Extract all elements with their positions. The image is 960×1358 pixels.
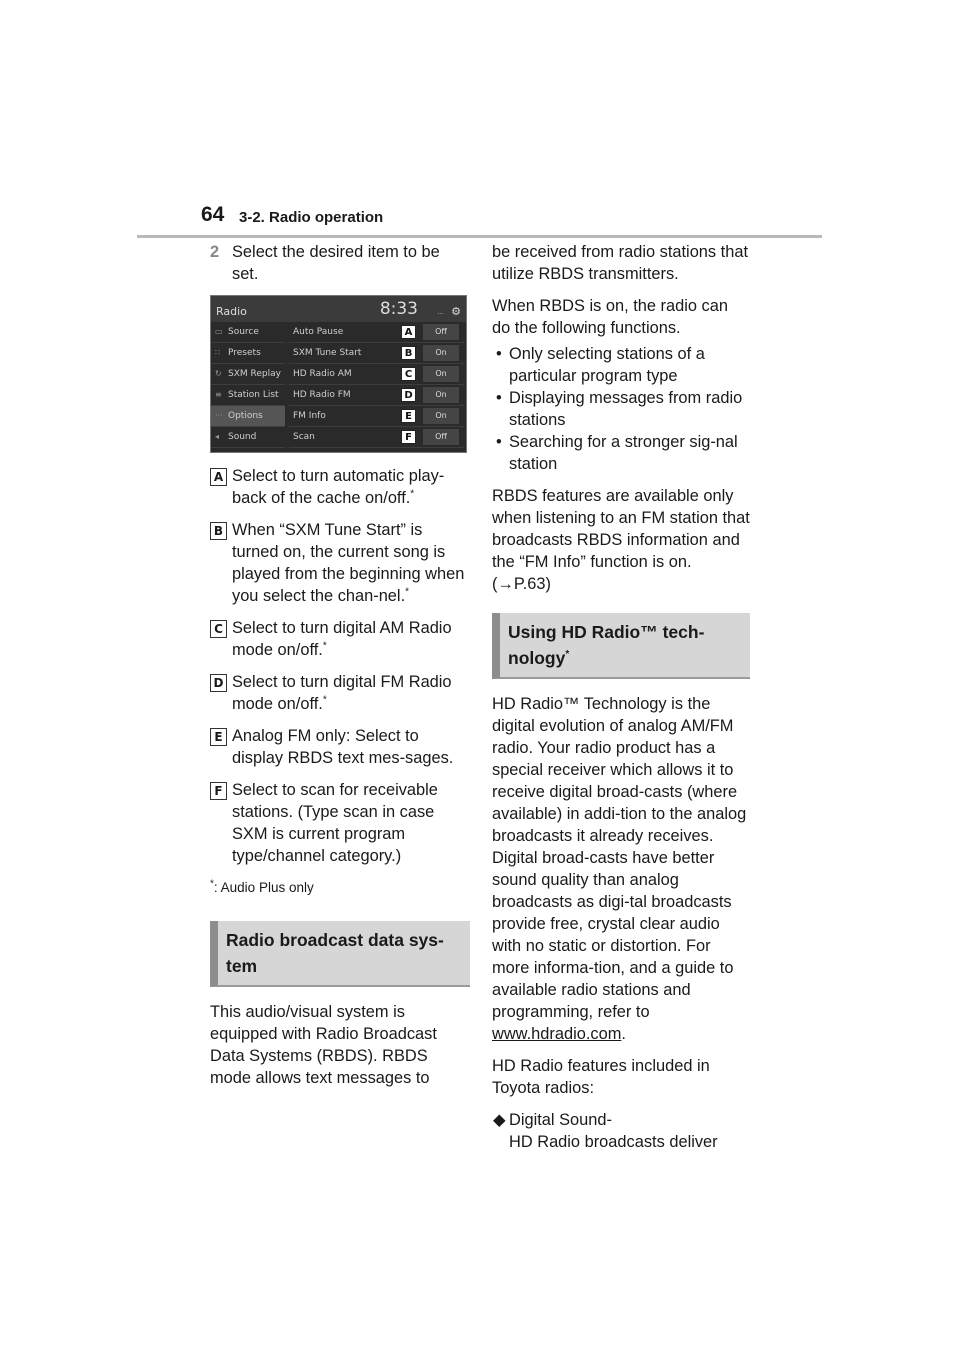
callout-f: F Select to scan for receivable stations. (Type scan in case SXM is current program type/channel category.) [210, 779, 470, 867]
rbds-heading: Radio broadcast data sys-tem [210, 921, 470, 987]
letter-box: C [210, 620, 227, 638]
option-row-sxm-tune-start: SXM Tune Start B On [289, 343, 464, 364]
step-number: 2 [210, 243, 220, 261]
diamond-bullet-icon: ◆ [493, 1111, 506, 1129]
callout-a: A Select to turn automatic play-back of the cache on/off.* [210, 465, 470, 509]
screen-title: Radio [216, 305, 247, 318]
menu-item-station-list: ≡ Station List [211, 385, 285, 406]
signal-status-icon: ··· [437, 310, 444, 318]
letter-box: E [210, 728, 227, 746]
options-icon: ··· [215, 411, 223, 420]
menu-item-options: ··· Options [211, 406, 285, 427]
footnote: *: Audio Plus only [210, 878, 314, 895]
callout-e: E Analog FM only: Select to display RBDS text mes-sages. [210, 725, 470, 769]
letter-box: D [210, 674, 227, 692]
rbds-functions-intro: When RBDS is on, the radio can do the following functions. [492, 297, 728, 337]
callout-marker: C [401, 367, 416, 381]
option-value: Off [423, 429, 459, 445]
option-value: On [423, 366, 459, 382]
callout-c: C Select to turn digital AM Radio mode on/off.* [210, 617, 470, 661]
option-row-fm-info: FM Info E On [289, 406, 464, 427]
rbds-paragraph: This audio/visual system is equipped with Radio Broadcast Data Systems (RBDS). RBDS mode allows text messages to [210, 1003, 437, 1087]
step-2 [210, 241, 470, 285]
option-row-hd-radio-am: HD Radio AM C On [289, 364, 464, 385]
right-column [492, 241, 750, 1153]
menu-item-sound: ◂ Sound [211, 427, 285, 448]
screen-top-bar [211, 296, 466, 322]
option-row-hd-radio-fm: HD Radio FM D On [289, 385, 464, 406]
list-item: • Searching for a stronger sig-nal station [492, 431, 750, 475]
page-header [137, 199, 822, 238]
hd-radio-heading: Using HD Radio™ tech-nology* [492, 613, 750, 679]
arrow-icon: → [497, 575, 514, 593]
list-item: • Displaying messages from radio stations [492, 387, 750, 431]
rbds-note: RBDS features are available only when listening to an FM station that broadcasts RBDS information and the “FM Info” function is on. (→P.63) [492, 487, 750, 593]
hd-features-intro: HD Radio features included in Toyota radios: [492, 1057, 710, 1097]
list-item: • Only selecting stations of a particular program type [492, 343, 750, 387]
option-value: On [423, 345, 459, 361]
callout-d: D Select to turn digital FM Radio mode on/off.* [210, 671, 470, 715]
feature-title: Digital Sound- [509, 1111, 612, 1129]
screen-clock: 8:33 [379, 299, 418, 319]
list-icon: ≡ [215, 390, 222, 399]
callout-marker: A [401, 325, 416, 339]
rbds-functions-list [492, 343, 750, 475]
option-value: On [423, 408, 459, 424]
letter-box: F [210, 782, 227, 800]
callout-b: B When “SXM Tune Start” is turned on, the current song is played from the beginning when you select the chan-nel.* [210, 519, 470, 607]
menu-item-presets: ∷ Presets [211, 343, 285, 364]
speaker-icon: ◂ [215, 432, 220, 441]
option-row-auto-pause: Auto Pause A Off [289, 322, 464, 343]
callout-marker: D [401, 388, 416, 402]
callout-marker: F [401, 430, 416, 444]
page-number: 64 [201, 203, 225, 226]
section-title: 3-2. Radio operation [239, 209, 384, 226]
feature-digital-sound [492, 1109, 750, 1153]
screen-options-list [289, 322, 464, 448]
menu-item-sxm-replay: ↻ SXM Replay [211, 364, 285, 385]
option-value: Off [423, 324, 459, 340]
replay-icon: ↻ [215, 369, 222, 378]
hdradio-link[interactable]: www.hdradio.com [492, 1025, 622, 1043]
callout-marker: B [401, 346, 416, 360]
radio-screen-image [210, 295, 467, 453]
letter-box: B [210, 522, 227, 540]
menu-item-source: ▭ Source [211, 322, 285, 343]
feature-text: HD Radio broadcasts deliver [509, 1133, 718, 1151]
source-icon: ▭ [215, 327, 223, 336]
step-text: Select the desired item to be set. [232, 243, 440, 283]
letter-box: A [210, 468, 227, 486]
left-column [210, 241, 470, 1099]
presets-icon: ∷ [215, 348, 221, 357]
option-value: On [423, 387, 459, 403]
option-row-scan: Scan F Off [289, 427, 464, 448]
screen-side-menu [211, 322, 285, 448]
rbds-continued: be received from radio stations that utilize RBDS transmitters. [492, 243, 749, 283]
settings-icon: ⚙ [451, 305, 461, 318]
hd-radio-paragraph: HD Radio™ Technology is the digital evolution of analog AM/FM radio. Your radio product has a special receiver which allows it to receive digital broad-casts (where available) in addi-tion to the analog broadcasts it already receives. Digital broad-casts have better sound quality than analog broadcasts as digi-tal broadcasts provide free, crystal clear audio with no static or distortion. For more informa-tion, and a guide to available radio stations and programming, refer to www.hdradio.com. [492, 695, 747, 1043]
callout-marker: E [401, 409, 416, 423]
